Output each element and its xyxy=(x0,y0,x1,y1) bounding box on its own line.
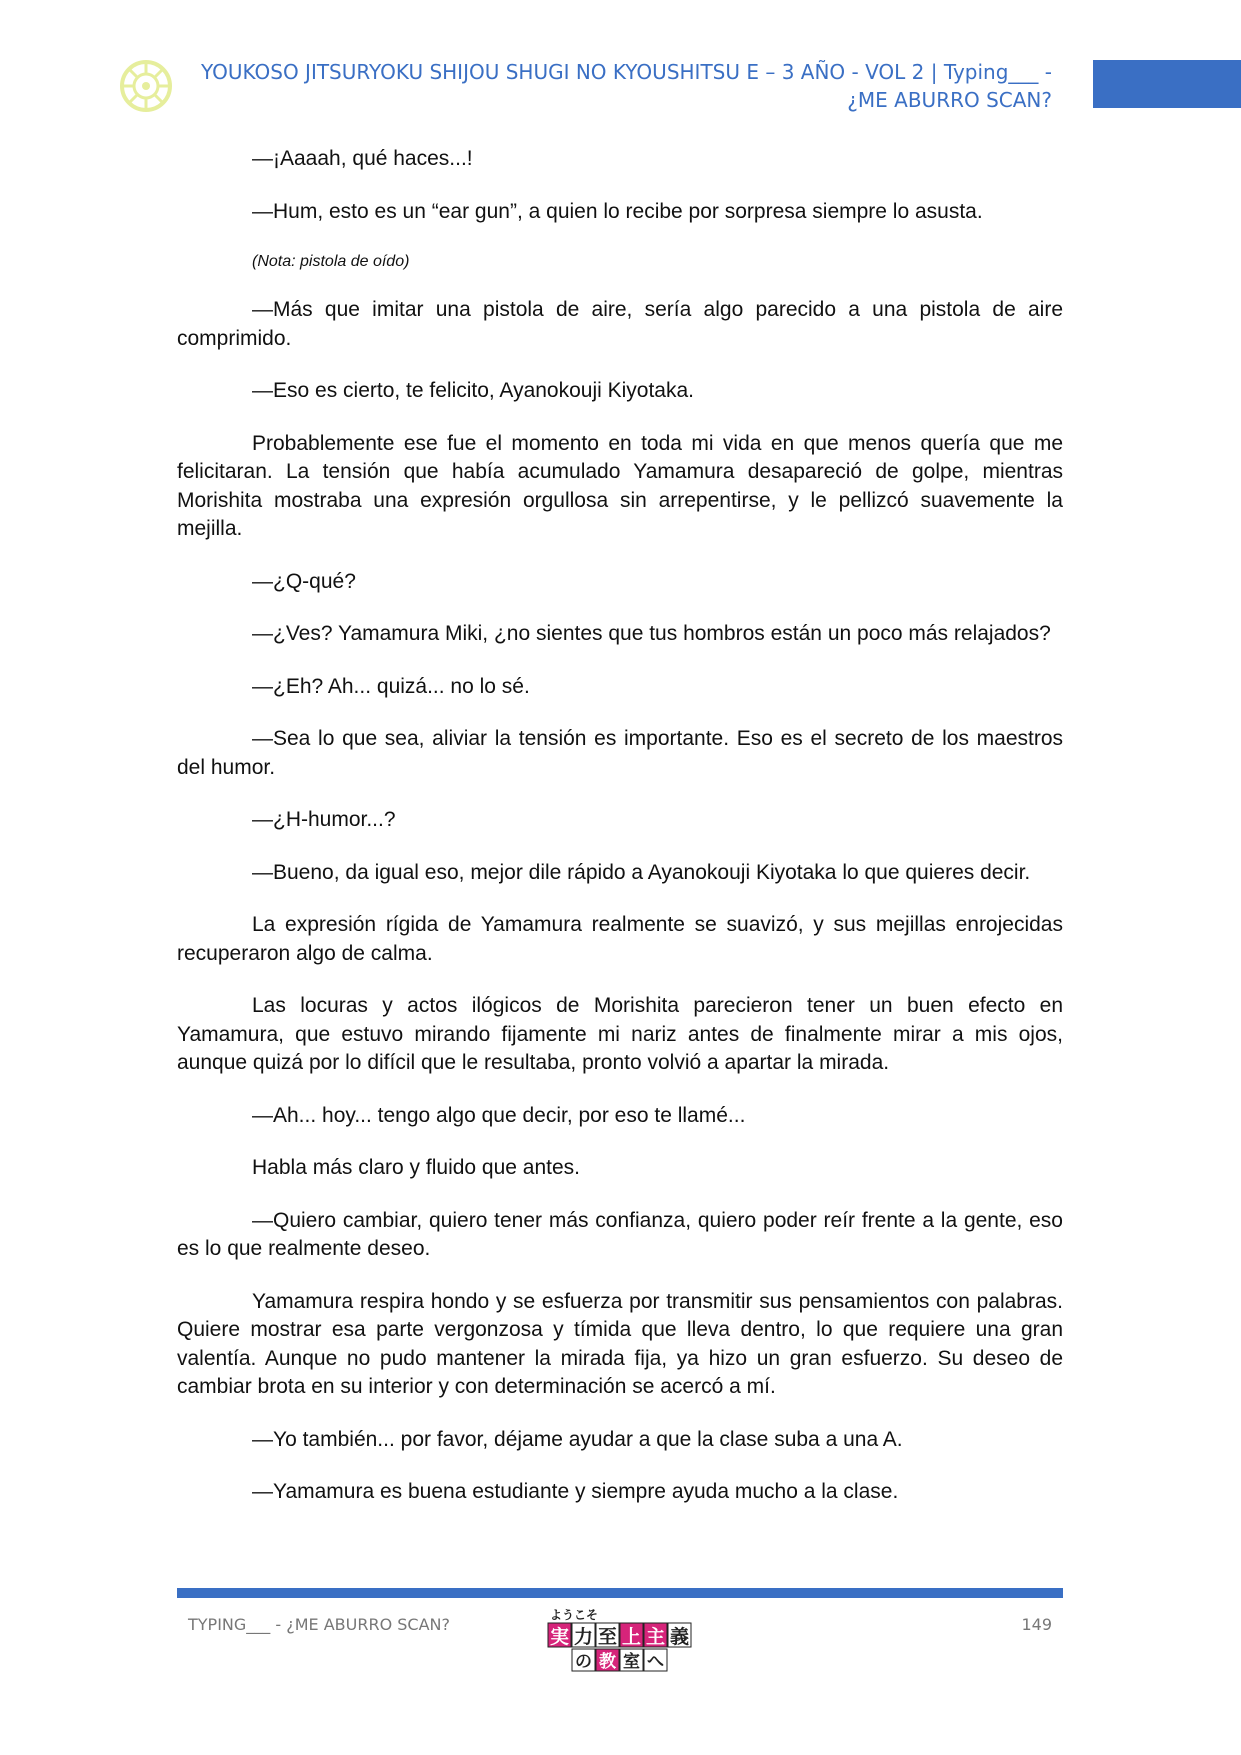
paragraph: Probablemente ese fue el momento en toda mi vida en que menos quería que me felicitaran. La tensión que había acumulado Yamamura desapareció de golpe, mientras Morishita mostraba una expresión orgullosa sin arrepentirse, y le pellizcó suavemente la mejilla. xyxy=(177,431,1063,540)
paragraph: —Sea lo que sea, aliviar la tensión es importante. Eso es el secreto de los maestros del humor. xyxy=(177,727,1063,779)
translator-note: (Nota: pistola de oído) xyxy=(252,253,410,270)
header-title: YOUKOSO JITSURYOKU SHIJOU SHUGI NO KYOUSHITSU E – 3 AÑO - VOL 2 | Typing___ - ¿ME ABURRO SCAN? xyxy=(200,60,1052,112)
paragraph: —¡Aaaah, qué haces...! xyxy=(252,147,473,170)
page-body xyxy=(177,145,1063,1531)
paragraph: —Bueno, da igual eso, mejor dile rápido a Ayanokouji Kiyotaka lo que quieres decir. xyxy=(252,860,1031,884)
paragraph: La expresión rígida de Yamamura realmente se suavizó, y sus mejillas enrojecidas recuperaron algo de calma. xyxy=(177,913,1063,965)
logo-glyph: 力 xyxy=(573,1626,594,1648)
paragraph: —Eso es cierto, te felicito, Ayanokouji Kiyotaka. xyxy=(252,379,695,402)
paragraph: —¿Ves? Yamamura Miki, ¿no sientes que tus hombros están un poco más relajados? xyxy=(252,622,1051,645)
page-number: 149 xyxy=(1021,1615,1052,1634)
logo-glyph: 至 xyxy=(597,1626,618,1648)
series-logo-icon xyxy=(546,1605,696,1675)
footer-divider xyxy=(177,1588,1063,1598)
logo-glyph: 義 xyxy=(669,1626,690,1648)
paragraph: —Más que imitar una pistola de aire, sería algo parecido a una pistola de aire comprimido. xyxy=(177,298,1063,350)
footer-credit: TYPING___ - ¿ME ABURRO SCAN? xyxy=(188,1615,450,1634)
paragraph: —Quiero cambiar, quiero tener más confianza, quiero poder reír frente a la gente, eso es lo que realmente deseo. xyxy=(177,1208,1063,1260)
logo-glyph: 上 xyxy=(621,1626,642,1648)
logo-glyph: 主 xyxy=(645,1626,666,1648)
svg-text:ようこそ: ようこそ xyxy=(550,1608,599,1622)
paragraph: —Hum, esto es un “ear gun”, a quien lo recibe por sorpresa siempre lo asusta. xyxy=(252,199,983,223)
paragraph: —Yamamura es buena estudiante y siempre ayuda mucho a la clase. xyxy=(252,1480,899,1503)
paragraph: —Yo también... por favor, déjame ayudar a que la clase suba a una A. xyxy=(252,1427,903,1451)
paragraph: Las locuras y actos ilógicos de Morishita parecieron tener un buen efecto en Yamamura, que estuvo mirando fijamente mi nariz antes de finalmente mirar a mis ojos, aunque quizá por lo difícil que le resultaba, pronto volvió a apartar la mirada. xyxy=(177,994,1063,1074)
paragraph: —¿Eh? Ah... quizá... no lo sé. xyxy=(252,674,530,698)
scan-logo-icon xyxy=(120,60,172,112)
logo-glyph: 教 xyxy=(599,1652,616,1672)
logo-glyph: の xyxy=(575,1652,592,1672)
logo-glyph: 室 xyxy=(623,1652,640,1672)
paragraph: Yamamura respira hondo y se esfuerza por transmitir sus pensamientos con palabras. Quiere mostrar esa parte vergonzosa y tímida que lleva dentro, lo que requiere una gran valentía. Aunque no pudo mantener la mirada fija, ya hizo un gran esfuerzo. Su deseo de cambiar brota en su interior y con determinación se acercó a mí. xyxy=(177,1289,1063,1398)
paragraph: Habla más claro y fluido que antes. xyxy=(252,1156,581,1179)
paragraph: —¿H-humor...? xyxy=(252,808,396,831)
logo-glyph: 実 xyxy=(549,1626,570,1648)
logo-glyph: へ xyxy=(647,1652,664,1672)
paragraph: —Ah... hoy... tengo algo que decir, por eso te llamé... xyxy=(252,1103,746,1127)
paragraph: —¿Q-qué? xyxy=(252,569,356,593)
header-accent-bar xyxy=(1093,60,1241,108)
